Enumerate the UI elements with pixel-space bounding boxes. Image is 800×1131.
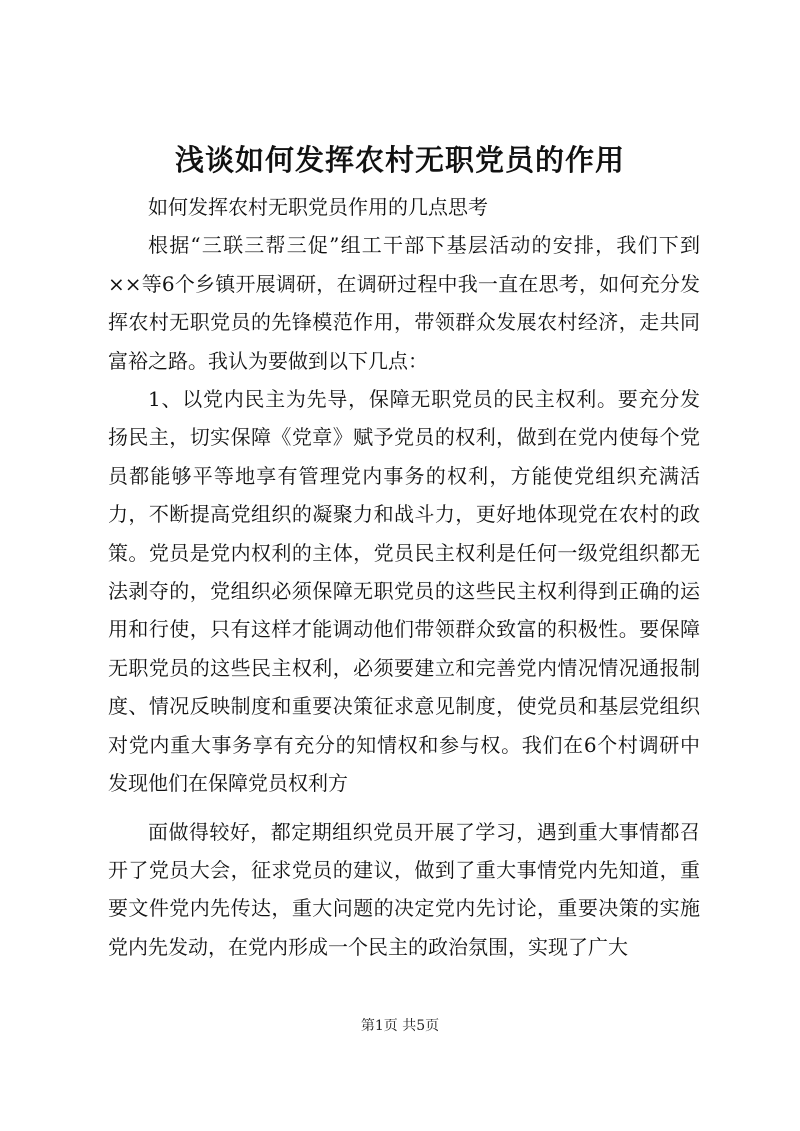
document-title: 浅谈如何发挥农村无职党员的作用: [174, 143, 625, 177]
document-body: [108, 188, 700, 966]
continuation-paragraph: 面做得较好，都定期组织党员开展了学习，遇到重大事情都召开了党员大会，征求党员的建议，做到了重大事情党内先知道，重要文件党内先传达，重大问题的决定党内先讨论，重要决策的实施党内先发动，在党内形成一个民主的政治氛围，实现了广大: [108, 819, 700, 959]
page-number-footer: 第1页 共5页: [360, 1018, 440, 1034]
subtitle-paragraph: 如何发挥农村无职党员作用的几点思考: [148, 195, 488, 219]
intro-paragraph: 根据“三联三帮三促”组工干部下基层活动的安排，我们下到××等6个乡镇开展调研，在调研过程中我一直在思考，如何充分发挥农村无职党员的先锋模范作用，带领群众发展农村经济，走共同富裕之路。我认为要做到以下几点：: [108, 233, 700, 373]
point-one-paragraph: 1、以党内民主为先导，保障无职党员的民主权利。要充分发扬民主，切实保障《党章》赋予党员的权利，做到在党内使每个党员都能够平等地享有管理党内事务的权利，方能使党组织充满活力，不断提高党组织的凝聚力和战斗力，更好地体现党在农村的政策。党员是党内权利的主体，党员民主权利是任何一级党组织都无法剥夺的，党组织必须保障无职党员的这些民主权利得到正确的运用和行使，只有这样才能调动他们带领群众致富的积极性。要保障无职党员的这些民主权利，必须要建立和完善党内情况情况通报制度、情况反映制度和重要决策征求意见制度，使党员和基层党组织对党内重大事务享有充分的知情权和参与权。我们在6个村调研中发现他们在保障党员权利方: [108, 387, 700, 796]
